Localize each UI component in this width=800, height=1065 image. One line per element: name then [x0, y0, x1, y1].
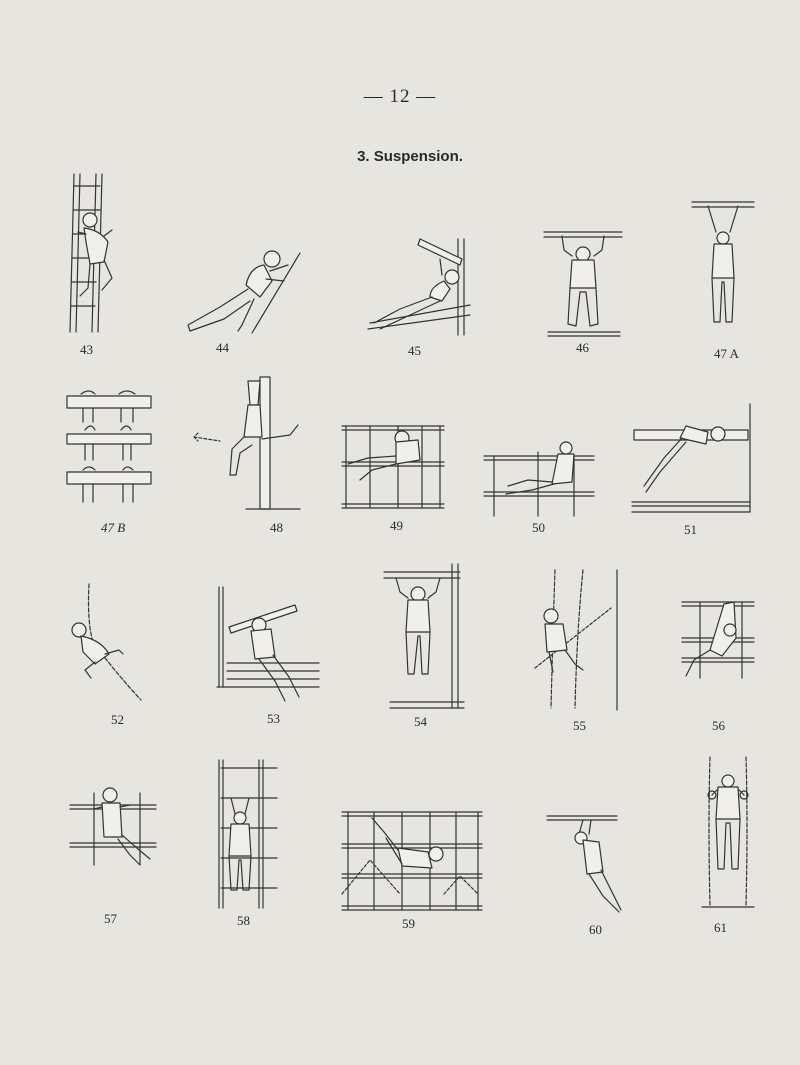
inclined-pole-climbing-figure-icon [180, 245, 305, 340]
figure-caption: 47 A [714, 346, 739, 361]
figure-caption: 49 [390, 518, 403, 533]
figure-57 [68, 785, 158, 926]
figure-56 [680, 598, 760, 733]
inclined-bar-hang-figure-icon [360, 235, 475, 345]
ladder-traverse-figure-icon [340, 808, 485, 916]
bar-hang-figure-icon [380, 562, 470, 712]
figure-45 [360, 235, 475, 358]
ladder-lean-figure-icon [482, 440, 597, 520]
figure-caption: 59 [402, 916, 415, 931]
figure-51 [630, 402, 755, 537]
figure-59 [340, 808, 485, 931]
rope-climb-figure-icon [65, 582, 160, 707]
figure-caption: 53 [267, 711, 280, 726]
figure-48 [190, 375, 310, 535]
figure-49 [340, 418, 450, 533]
rings-hang-figure-icon [700, 755, 755, 915]
ladder-climbing-figure-icon [60, 172, 130, 337]
bar-hang-bent-arms-figure-icon [540, 228, 625, 338]
figure-caption: 50 [532, 520, 545, 535]
figure-caption: 54 [414, 714, 427, 729]
horizontal-ladder-hang-figure-icon [340, 418, 450, 513]
figure-caption: 56 [712, 718, 725, 733]
figure-caption: 43 [80, 342, 93, 357]
figure-caption: 52 [111, 712, 124, 727]
inverted-ladder-figure-icon [680, 598, 760, 683]
page-number: — 12 — [363, 86, 437, 107]
figure-caption: 57 [104, 911, 117, 926]
inclined-bar-swing-figure-icon [215, 585, 320, 710]
figure-caption: 44 [216, 340, 229, 355]
bar-sit-figure-icon [68, 785, 158, 870]
double-rope-climb-figure-icon [525, 568, 630, 713]
figure-47a [690, 198, 760, 361]
section-title: 3. Suspension. [357, 148, 463, 165]
figure-46 [540, 228, 625, 355]
figure-50 [482, 440, 597, 535]
figure-55 [525, 568, 630, 733]
figure-60 [545, 812, 625, 937]
figure-caption: 55 [573, 718, 586, 733]
post-hang-figure-icon [190, 375, 310, 515]
figure-61 [700, 755, 755, 935]
figure-52 [65, 582, 160, 727]
figure-44 [180, 245, 305, 355]
figure-caption: 45 [408, 343, 421, 358]
figure-58 [215, 758, 280, 928]
figure-47b [65, 390, 155, 535]
grip-detail-figure-icon [65, 390, 155, 515]
figure-caption: 47 B [101, 520, 126, 535]
figure-43 [60, 172, 130, 357]
bar-hang-lean-figure-icon [545, 812, 625, 917]
vertical-ladder-hang-figure-icon [215, 758, 280, 913]
figure-caption: 58 [237, 913, 250, 928]
bar-lean-figure-icon [630, 402, 755, 517]
figure-53 [215, 585, 320, 726]
figure-caption: 46 [576, 340, 589, 355]
figure-caption: 48 [270, 520, 283, 535]
figure-54 [380, 562, 470, 729]
figure-caption: 51 [684, 522, 697, 537]
figure-caption: 60 [589, 922, 602, 937]
bar-hang-straight-arms-figure-icon [690, 198, 760, 338]
figure-caption: 61 [714, 920, 727, 935]
